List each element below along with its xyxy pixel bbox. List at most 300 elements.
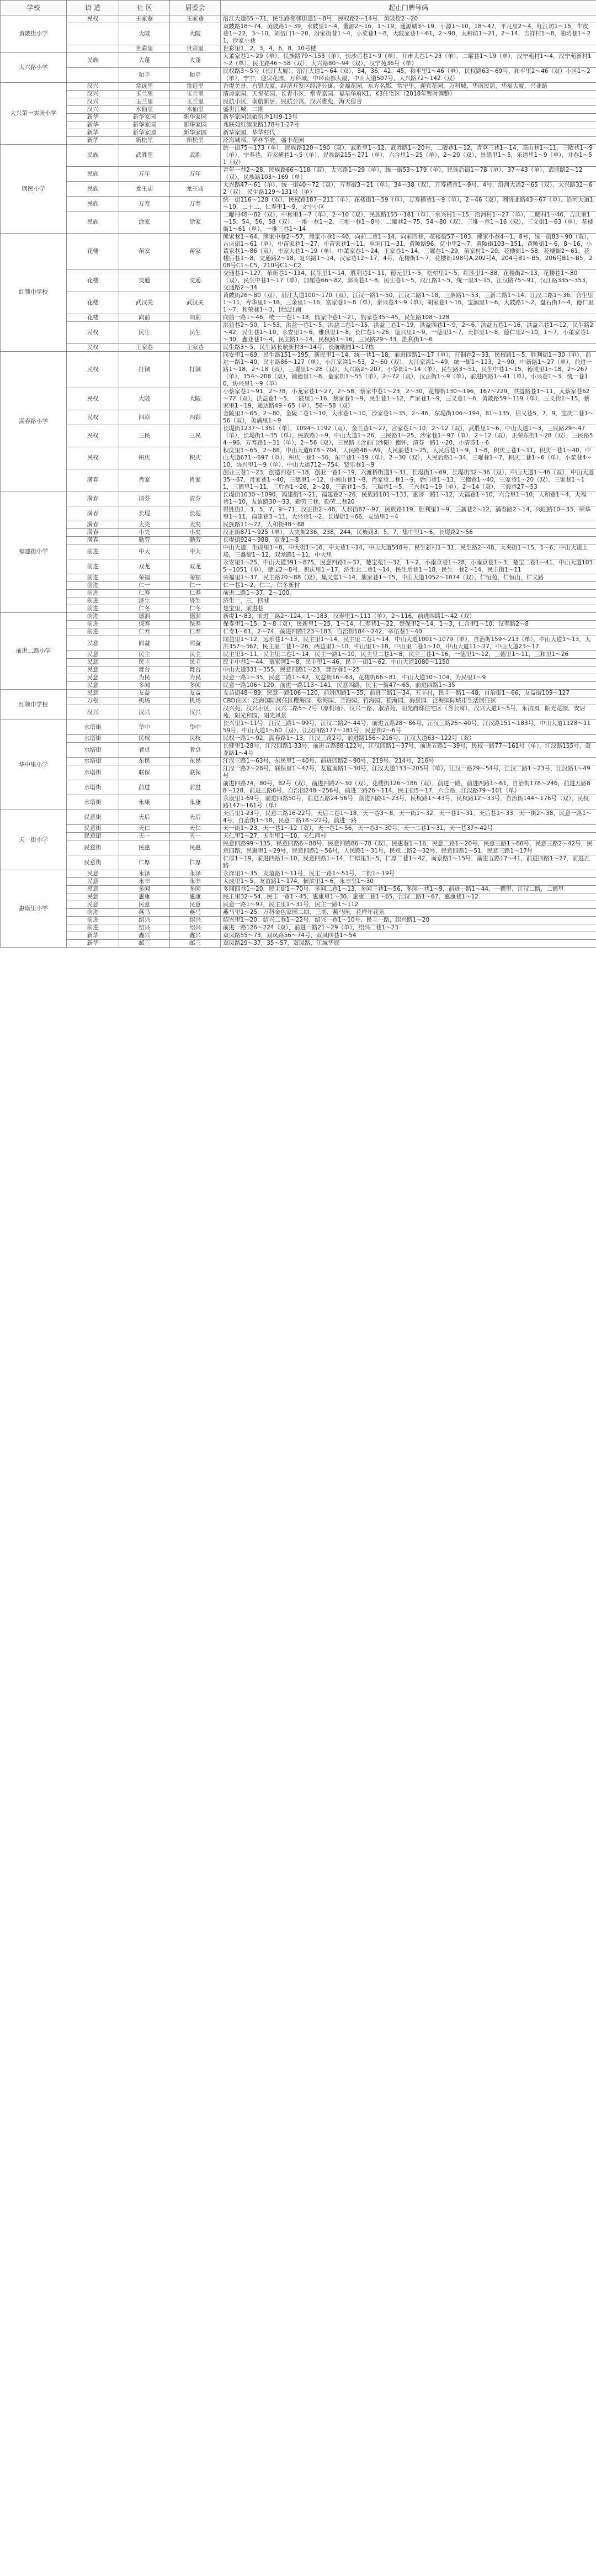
- community-cell: 打铜: [119, 352, 170, 388]
- committee-cell: 民主: [170, 659, 221, 667]
- table-row: [1, 425, 596, 447]
- school-name: 惠康里小学: [1, 870, 67, 948]
- committee-cell: 天后: [170, 810, 221, 825]
- address-range-cell: 楚宝里，前进巷: [221, 605, 596, 613]
- address-range-cell: 天后里1-23号，民意二路16-22号，天后二巷1～18，天一巷3～8，天一街1～32，天一巷1～31，天后巷1～33，天一街2～38，民意一路1～4号，自治街1～18，民意二路18～22号，前进一路: [221, 810, 596, 825]
- address-range-cell: 双凤路55～73，双凤路56～74号，双凤四巷1～54: [221, 932, 596, 940]
- address-range-cell: 汉兴苑，汉兴小区，汉兴二路5～7号（原机场），汉兴一路，淑清苑，阳光府邸住宅区（含公寓），汉兴大道1～5号，永清园，阳光花园，安居苑，阳光和园，阳光风景: [221, 705, 596, 720]
- committee-cell: 龙王庙: [170, 182, 221, 197]
- street-cell: 新华: [67, 129, 119, 137]
- address-range-cell: 小蔡家巷1～91，2～78，小龙家巷1～27，2～58，蔡家中巷1～23，2～30，花楼街130～196，167～229，洪益路巷1～11，大蔡家巷62～72（双），洪益巷1～5，二陂里1～16，蔡家巷1～9，民生巷1～12，严家巷1～9，三义巷1～6，黄陂路59～119（单），三义街1～15，蔡家里1～19，通达路49～65（单），56～58（双）: [221, 388, 596, 410]
- table-row: [1, 909, 596, 917]
- committee-cell: 长堤: [170, 506, 221, 521]
- table-row: [1, 743, 596, 758]
- school-name: 红领巾学校: [1, 690, 67, 720]
- address-range-cell: 济生一，三，四巷: [221, 597, 596, 605]
- street-cell: 前进: [67, 628, 119, 636]
- address-range-cell: 中山大道331～355，民意四路1～23，舞台巷1～25: [221, 667, 596, 674]
- committee-cell: 四彩: [170, 410, 221, 425]
- community-cell: 勤劳: [119, 537, 170, 544]
- address-range-cell: 江汉三路1～63号，东民里1～40号，前进四路2～90号，219号，214号，216号: [221, 758, 596, 765]
- address-range-cell: 民权一路1～92，满春路1～13，江汉三路2号，前进路156～216号，江汉大道63～122号（双）: [221, 735, 596, 743]
- address-range-cell: 民意一路106～120，前进一路113～141，民意四路，民主一街47～65，前进四路1～35: [221, 682, 596, 690]
- committee-cell: 仁寿: [170, 590, 221, 597]
- committee-cell: 大陂: [170, 23, 221, 45]
- address-range-cell: 统一街116～128（双），民权路187～211（单），花楼街1～59（单），万寿横巷1～9（单），2～46（双），利济北路43～67（单）、沿河大道1～10，二十二，仁寿里1～9，文宁小区: [221, 197, 596, 211]
- street-cell: 花楼: [67, 292, 119, 314]
- community-cell: 大陂: [119, 23, 170, 45]
- committee-cell: 肖家: [170, 469, 221, 491]
- address-range-cell: 长堤街1030～1090，福建街1～21，福建巷2～26，民族路101～133，惠济一路1～12，大福巷1～10，六合里1～10，人和巷1～4，大福一巷1～10，友谊路30～33，勤劳三巷，勤劳二巷20: [221, 491, 596, 506]
- committee-cell: 世彩里: [170, 45, 221, 53]
- community-cell: 天一: [119, 833, 170, 840]
- committee-cell: 同益: [170, 636, 221, 651]
- community-cell: 济生: [119, 597, 170, 605]
- street-cell: 民意: [67, 667, 119, 674]
- committee-cell: 联保: [170, 765, 221, 780]
- committee-cell: 水仙里: [170, 106, 221, 114]
- header-address-range: 起止门牌号码: [221, 1, 596, 15]
- community-cell: 同益: [119, 636, 170, 651]
- committee-cell: 勤劳: [170, 537, 221, 544]
- address-range-cell: 二曜村48～82（双），中和里1～7（单），2～10（双），民族路155～181（单），水兴村1～15，沿河村1～27（单），二曜村1～46，吉庆里1～15，54，56，58（双），一堆一巷1～2，三堆一巷1～8号，二曜巷2～75，54～80（双），三堆一巷1～16（双），三义街1～63（单），花楼街1～61（单），一堆三巷1～14: [221, 211, 596, 234]
- community-cell: 万寿: [119, 197, 170, 211]
- address-range-cell: 天一街1～23，天一巷1～12（双），天一巷1～56，天一巷3～30号，天一二巷1～31，天一巷37～42号: [221, 825, 596, 833]
- street-cell: 水塔街: [67, 720, 119, 735]
- committee-cell: 大蓬: [170, 53, 221, 68]
- table-row: [1, 574, 596, 582]
- community-cell: 世彩里: [119, 45, 170, 53]
- committee-cell: 永康: [170, 795, 221, 810]
- street-cell: 前进: [67, 605, 119, 613]
- community-cell: 联保: [119, 765, 170, 780]
- address-range-cell: 香堤美景，台银大厦，经济开发区经济公寓，金福花园，东方名都，常宁里，迎宾花园，万科城，华南民居，华福大厦，兴业路: [221, 83, 596, 91]
- community-cell: 德润: [119, 613, 170, 621]
- committee-cell: 者卓: [170, 743, 221, 758]
- street-cell: 前进: [67, 613, 119, 621]
- committee-cell: 惠康: [170, 893, 221, 901]
- street-cell: 前进: [67, 559, 119, 574]
- table-row: [1, 23, 596, 45]
- table-row: [1, 886, 596, 893]
- community-cell: 武汉关: [119, 292, 170, 314]
- address-range-cell: 大董家巷1～29（单）、民族路79～153（单），长沙后巷1～9（单），开市大巷1～23（单），二曜巷1～19（单），汉宁苑村1～4，汉宁苑新村1～2（单）、民主路46～58（双），大兴路80～94（双），汉宁苑36号（单）: [221, 53, 596, 68]
- street-cell: 汉兴: [67, 98, 119, 106]
- street-cell: 前进: [67, 590, 119, 597]
- street-cell: 民族: [67, 182, 119, 197]
- address-range-cell: 仁厚1～19，前进四路1～10，民意四路1～14，仁厚里1～5，仁厚二巷1～42，南京路1～15号，前进五路17～41，前进四路1～27，前进五路: [221, 855, 596, 870]
- committee-cell: 绍兴: [170, 924, 221, 932]
- community-cell: 交通: [119, 270, 170, 292]
- community-cell: 肖家: [119, 469, 170, 491]
- address-range-cell: 民生路3～5，民生路长航新村3～14号，长航瑞园1～17栋: [221, 344, 596, 352]
- address-range-cell: 长堤街924～988，双龙1～8: [221, 537, 596, 544]
- street-cell: 前进: [67, 574, 119, 582]
- committee-cell: 苗家: [170, 234, 221, 270]
- community-cell: 大蓬: [119, 53, 170, 68]
- community-cell: 民生: [119, 322, 170, 344]
- address-range-cell: 同安里1～69，民生路151～195，新民里1～14，统一巷1～18，前进四路1～17（单），打铜巷2～33，民权路1～5，胜利街1～30（单），前进一路1～40，民主路86～127（单），小江家湾1～53，2～60（双），大江家湾1～49，统一街1～113，2～90，中新路1～27（单），前进一路1～18，2～18（双），三曜里1～28（双），大兴路2～207，小华街1～14（单），民生路3～51，民生中巷1～15，德成里1～18，2～267（单），154～208（双），铺德里1～8，童家街1～55（单），2～72（双），汉正街1～9（单），前进四路1～41（单），小兴巷1～3，统一巷10，协兴里1～9（单）: [221, 352, 596, 388]
- community-cell: 者卓: [119, 743, 170, 758]
- street-cell: 民意街: [67, 810, 119, 825]
- community-cell: 玉兰里: [119, 98, 170, 106]
- table-row: [1, 682, 596, 690]
- committee-cell: 武汉关: [170, 292, 221, 314]
- street-cell: 花楼: [67, 270, 119, 292]
- street-cell: 新华: [67, 137, 119, 145]
- street-cell: 民权: [67, 425, 119, 447]
- table-row: [1, 234, 596, 270]
- community-cell: 常远里: [119, 83, 170, 91]
- table-row: [1, 491, 596, 506]
- committee-cell: 仁厚: [170, 855, 221, 870]
- table-row: [1, 705, 596, 720]
- address-range-cell: 得胜街1，3，5，7，9～71，汉正街2～48，人和街87～97，民族路119，胜利里1～9，三新巷2～12，满春路2～14，兴旺路10～33，荣华里1～11，福建巷3～11，大兴巷1～2，长堤街1～66，友谊里1～4: [221, 506, 596, 521]
- committee-cell: 中大: [170, 544, 221, 559]
- street-cell: 民意: [67, 893, 119, 901]
- committee-cell: 友益: [170, 690, 221, 697]
- street-cell: 民意: [67, 886, 119, 893]
- table-row: [1, 129, 596, 137]
- table-row: [1, 659, 596, 667]
- address-range-cell: 民航小区，南航新居，民航公寓，汉兴雅苑，海天宿舍: [221, 98, 596, 106]
- community-cell: 苗家: [119, 234, 170, 270]
- table-row: [1, 388, 596, 410]
- community-cell: 小夹: [119, 529, 170, 537]
- community-cell: 新华家园: [119, 129, 170, 137]
- table-row: [1, 469, 596, 491]
- street-cell: 民族: [67, 167, 119, 182]
- table-row: [1, 91, 596, 98]
- community-cell: 机场: [119, 697, 170, 705]
- committee-cell: 永丰: [170, 878, 221, 886]
- address-range-cell: 熊家巷1～64，熊家中巷2～57，熊家小巷1～40，向前二巷1～14，向前四巷，花楼街57～103，熊家小巷4～1、8号，统一街83～90（双），吉庆街1～61（单），中苗家巷1～27，中苗家巷1～11，单洞门1～31，黄陂路96，亿中里2～7，黄陂街103～151，黄陂街1～6，8～16，小董家巷1～86（双），丰家大巷1～19（单），中董家巷1～24，王家巷1～14，三曜巷1～29，苗家村1～20，花楼街1～58，花楼街2～61，花楼后巷1～8，交通路2～18，复兴路1～14，汉家巷12～17，4号，花楼街1～7，花楼街198号A,202号A，204号B1～B5，206号B1～B5，208号C1～C5，210号C1～C2: [221, 234, 596, 270]
- committee-cell: 常远里: [170, 83, 221, 91]
- table-row: [1, 697, 596, 705]
- community-cell: 东民: [119, 758, 170, 765]
- header-school: 学校: [1, 1, 67, 15]
- committee-cell: 新华家园: [170, 121, 221, 129]
- committee-cell: 多闻: [170, 886, 221, 893]
- table-row: [1, 15, 596, 23]
- street-cell: 民意: [67, 878, 119, 886]
- committee-cell: 武胜: [170, 145, 221, 167]
- street-cell: 民族: [67, 53, 119, 68]
- table-row: [1, 878, 596, 886]
- community-cell: 长堤: [119, 506, 170, 521]
- address-range-cell: 大兴路47～61（单），统一街40～72（双），万寿街3～21（单），34～38（双），万寿横巷1～9号，4号，沿河大道2～65（双），大兴路32～62（双），民生路129～131号（单）: [221, 182, 596, 197]
- table-row: [1, 758, 596, 765]
- community-cell: 绍兴: [119, 924, 170, 932]
- community-cell: 大陂: [119, 388, 170, 410]
- street-cell: 汉兴: [67, 83, 119, 91]
- address-range-cell: 长兴里1～11号，江汉三路1～99号，江汉二路2～44号，前进五路28～86号，江汉三路26～40号，江汉路151～183号，中山大道1128～1159号，中山大道1～60（双），江汉四路177～181号，民意街2～6号: [221, 720, 596, 735]
- address-range-cell: 双凤路29～37，35～57，双凤路，江城华庭: [221, 940, 596, 948]
- committee-cell: 绍兴: [170, 917, 221, 924]
- street-cell: 民意: [67, 659, 119, 667]
- school-name: 华中里小学: [1, 720, 67, 810]
- committee-cell: 永泽: [170, 870, 221, 878]
- street-cell: 新华: [67, 114, 119, 121]
- community-cell: 邮三: [119, 940, 170, 948]
- school-name: 前进二路小学: [1, 613, 67, 690]
- street-cell: 民权: [67, 344, 119, 352]
- community-cell: 武胜里: [119, 145, 170, 167]
- community-cell: 燕马: [119, 909, 170, 917]
- street-cell: 花楼: [67, 234, 119, 270]
- address-range-cell: 长健里1-28号，江汉四路1-33号，前进五路88-122号，江汉四路1～37号，前进五路1～39号，民权一路77～161号（单），江汉路155号，双龙路1～4号: [221, 743, 596, 758]
- address-range-cell: 江汉一路2～28号，联保里1～47号，友谊南路1～30号，江汉大道133～205号（单），江汉一路29～54号，江汉二路1～23号，江汉路1～49号: [221, 765, 596, 780]
- street-cell: 满春: [67, 506, 119, 521]
- community-cell: 仁一: [119, 582, 170, 590]
- committee-cell: 三民: [170, 425, 221, 447]
- committee-cell: 和平: [170, 68, 221, 83]
- address-range-cell: 金陵里1～65，2～80，金陵二巷1～10，大水巷1～10，沙家巷1～35，2～46，东堤街106～194，81～135，信义巷5，7，9，宝庆二巷1～56（双），美满里1～9: [221, 410, 596, 425]
- table-row: [1, 636, 596, 651]
- street-cell: 民意: [67, 674, 119, 682]
- committee-cell: 大夹: [170, 521, 221, 529]
- community-cell: 永丰: [119, 878, 170, 886]
- committee-cell: 天一: [170, 833, 221, 840]
- table-row: [1, 690, 596, 697]
- table-row: [1, 597, 596, 605]
- table-row: [1, 667, 596, 674]
- header-street: 街 道: [67, 1, 119, 15]
- address-range-cell: 新堤1～83，前进三路2～124，1～183，汉寿里1～111（单），2～116，前进四路1～42（双）: [221, 613, 596, 621]
- street-cell: 新华: [67, 121, 119, 129]
- address-range-cell: 民主里1～11，民主里二巷1～14，民主一路1～10，民主里二巷1～8，民主三巷1～16，一德里1～12，三德里1～11，三和里1～26: [221, 651, 596, 659]
- address-range-cell: 仁一巷1～2，仁二，仁冬新村: [221, 582, 596, 590]
- committee-cell: 舞台: [170, 667, 221, 674]
- community-cell: 民惠: [119, 840, 170, 855]
- street-cell: 民意街: [67, 833, 119, 840]
- committee-cell: 机场: [170, 697, 221, 705]
- address-range-cell: 双陂路18～74，黄陂路1～39，水陂里1～4，叢源2～16，1～19，通源城3～19，小源1～10，18～47，平凡里2～4，红江坊1～15，牛皮巷1～22，3～10，刘伍门1～20，汾家街巷1～4，小菜巷1～8，大陂家巷1～61，2～90，太和坊1～21，2～14，吉祥村1～8，油坊巷1～21，沙家小巷: [221, 23, 596, 45]
- table-row: [1, 590, 596, 597]
- street-cell: 民权: [67, 15, 119, 23]
- committee-cell: 新华家园: [170, 129, 221, 137]
- school-district-table-sheet: [0, 0, 596, 948]
- street-cell: 民权: [67, 410, 119, 425]
- street-cell: 民族: [67, 145, 119, 167]
- address-range-cell: 世彩里1，2，3，4，6，8，10号楼: [221, 45, 596, 53]
- table-row: [1, 83, 596, 91]
- table-row: [1, 137, 596, 145]
- street-cell: 民权: [67, 352, 119, 388]
- table-row: [1, 211, 596, 234]
- address-range-cell: CBD住区：泛海国际居住区樱海园、松海园、兰海园、竹海园、松海园、海景园、泛海国际城市生活居住区: [221, 697, 596, 705]
- address-range-cell: 燕马里1～25，万科金色家园二期，三期，燕马园，花样年花乐: [221, 909, 596, 917]
- street-cell: 满春: [67, 537, 119, 544]
- address-range-cell: 向前一路1～46，统一一巷1～18，熊家中巷1～21，熊家巷35～45，民生路108～128: [221, 314, 596, 322]
- table-row: [1, 292, 596, 314]
- address-range-cell: 前进四路74，80号，82号（双），前进四路2～30（双），花楼街126～186（双），前进一路，前进四路1～61，自治街178～246，前进五路88～128，前进三路6号，自治街248～256号，前进二路26～114，民主街5～17，六合路，江汉路79～101（单）: [221, 780, 596, 795]
- school-name: 满春路小学: [1, 352, 67, 491]
- table-row: [1, 940, 596, 948]
- street-cell: 民意街: [67, 840, 119, 855]
- community-cell: 新华家园: [119, 114, 170, 121]
- school-name: 天一街小学: [1, 810, 67, 870]
- street-cell: 前进: [67, 621, 119, 628]
- street-cell: 民意街: [67, 825, 119, 833]
- address-range-cell: 仁寿1～61，2～74，前进四路123～183，自治街184～242，辛伍巷1～40: [221, 628, 596, 636]
- table-row: [1, 121, 596, 129]
- community-cell: 鑫兴: [119, 932, 170, 940]
- community-cell: 汉兴: [119, 705, 170, 720]
- committee-cell: 东民: [170, 758, 221, 765]
- street-cell: 前进: [67, 917, 119, 924]
- table-row: [1, 182, 596, 197]
- address-range-cell: 友益街48～89，民意一路106～120，前进四路1～35，前进三路1～34，五丰村，民主一路1～48，自治街1～66，友益街109～127: [221, 690, 596, 697]
- street-cell: 新华: [67, 932, 119, 940]
- committee-cell: 济生: [170, 597, 221, 605]
- street-cell: 民权: [67, 322, 119, 344]
- committee-cell: 民权: [170, 735, 221, 743]
- address-range-cell: 民主中巷1～44，童家湾1～8，民主里1～46，民主一街1～62，中山大道1080～1150: [221, 659, 596, 667]
- table-row: [1, 410, 596, 425]
- street-cell: 汉兴: [67, 91, 119, 98]
- community-cell: 新华家园: [119, 121, 170, 129]
- header-row: [1, 1, 596, 15]
- street-cell: 水塔街: [67, 735, 119, 743]
- community-cell: 王家巷: [119, 15, 170, 23]
- table-row: [1, 795, 596, 810]
- street-cell: 民权: [67, 447, 119, 469]
- table-row: [1, 613, 596, 621]
- table-row: [1, 621, 596, 628]
- committee-cell: 民意: [170, 901, 221, 909]
- table-row: [1, 447, 596, 469]
- table-row: [1, 197, 596, 211]
- committee-cell: 涂家: [170, 211, 221, 234]
- address-range-cell: 洪益巷2～50，1～53，洪益一巷1～5，洪益二巷1～15，洪益三巷1～19，洪益四巷1～9，2～6，洪益五巷1～16，洪益六巷1～12，民生路2～42，民生巷1～10，永安里1～6，雅泉里1～8，长仁巷1～26，德兴里1～9，一德里1～7，天都里1～8，德仁里2～10，1～7，小董家巷1～30，鑫业巷1～4，民主路1～14，民权路1～16，三民路29～33，胜利街1～6: [221, 322, 596, 344]
- address-range-cell: 盛世江城，二期: [221, 106, 596, 114]
- address-range-cell: 统一街75～173（单），民族路120～190（双），武胜里1～12，武胜路1～20号，二曜巷1～12，青草三巷1～14，高山巷1～11，三曜巷1～9（单），宁寿巷，乔家横巷1～5（单），民族路215～271（单），六合里1～25（单），2～20（双），景德里1～5，乐道里1～9（单），井巷1～51（双）: [221, 145, 596, 167]
- address-range-cell: 荣福里1～37，民主路70～88（双），集义堂1～14，熊家巷1～15，中山大道1052～1074（双），仁恒苑，仁恒山，仁义路: [221, 574, 596, 582]
- table-row: [1, 352, 596, 388]
- street-cell: 水塔街: [67, 758, 119, 765]
- address-range-cell: 民意一路1～35，民意二路1～42，友益街16～63，花楼街66～81，中山大道30～104，为民里1～9: [221, 674, 596, 682]
- community-cell: 新松里: [119, 137, 170, 145]
- table-row: [1, 98, 596, 106]
- community-cell: 仁厚: [119, 855, 170, 870]
- table-row: [1, 544, 596, 559]
- committee-cell: 清芬: [170, 491, 221, 506]
- community-cell: 华中: [119, 720, 170, 735]
- table-body: [1, 15, 596, 948]
- street-cell: 满春: [67, 469, 119, 491]
- community-cell: 民主: [119, 651, 170, 659]
- address-range-cell: 前进一路126～224（双），前进一路21～29（单），绍兴二巷1～23: [221, 924, 596, 932]
- street-cell: 水塔街: [67, 795, 119, 810]
- address-range-cell: 民权路3～5号（长江大厦），沿江大道1～64（双），34，36，42，45，和平里1～46（单），民权路63～69号、和平里2～46（双）小区1～2（单），宁宇，迎宾花园，万科城，中环南部大厦，中山大道507号，大兴路72～142（双）: [221, 68, 596, 83]
- street-cell: 满春: [67, 491, 119, 506]
- header-committee: 居委会: [170, 1, 221, 15]
- street-cell: 民意: [67, 690, 119, 697]
- address-range-cell: 永安里1～25，中山大道391～875，民意四路1～37，楚宝苑1～32，1～2，小南京巷1～28，小南京巷1～3，楚宝二巷1～41，中山大道1035～1051（单），楚宝2～8号，积庆里1～17，济生北二巷1～14，民生后巷1～18，民生一巷2～14，民主街1～11: [221, 559, 596, 574]
- committee-cell: 为民: [170, 674, 221, 682]
- community-cell: 龙王庙: [119, 182, 170, 197]
- committee-cell: 仁一: [170, 582, 221, 590]
- community-cell: 永康: [119, 795, 170, 810]
- community-cell: 大夹: [119, 521, 170, 529]
- address-range-cell: 新华家园姑娘宿舍1号9-13号: [221, 114, 596, 121]
- table-row: [1, 314, 596, 322]
- community-cell: 水仙里: [119, 106, 170, 114]
- street-cell: 前进: [67, 582, 119, 590]
- street-cell: 汉兴: [67, 705, 119, 720]
- table-row: [1, 780, 596, 795]
- address-range-cell: 同益里1～12，远乐巷1～13，民主里1～14，民主里二巷1～14，中山大道1001～1079（单），自治街159～213（单），中山大道1～13，大洪357～367，民主里二巷1～26，两益里1～10，中山里1～18，中山里二巷1～10，中山大道11～27，中山大道23～17: [221, 636, 596, 651]
- table-row: [1, 932, 596, 940]
- address-range-cell: 民意一路1～97，民主里1～31号，民主一路1～112: [221, 901, 596, 909]
- table-row: [1, 506, 596, 521]
- address-range-cell: 民族路11～27，人和街48～88: [221, 521, 596, 529]
- street-cell: 民意街: [67, 855, 119, 870]
- committee-cell: 交通: [170, 270, 221, 292]
- community-cell: 友益: [119, 690, 170, 697]
- community-cell: 多闻: [119, 886, 170, 893]
- community-cell: 仁寿: [119, 628, 170, 636]
- address-range-cell: 前进二路1～37，2～100。: [221, 590, 596, 597]
- street-cell: 民意: [67, 636, 119, 651]
- table-row: [1, 145, 596, 167]
- table-row: [1, 810, 596, 825]
- committee-cell: 民惠: [170, 840, 221, 855]
- table-row: [1, 840, 596, 855]
- street-cell: 民权: [67, 388, 119, 410]
- school-name: 黄陂街小学: [1, 15, 67, 53]
- committee-cell: 汉兴: [170, 705, 221, 720]
- committee-cell: 积庆: [170, 447, 221, 469]
- street-cell: [67, 68, 119, 83]
- table-row: [1, 901, 596, 909]
- community-cell: 永泽: [119, 870, 170, 878]
- street-cell: 万松: [67, 697, 119, 705]
- community-cell: 民意: [119, 901, 170, 909]
- committee-cell: 天仁: [170, 825, 221, 833]
- table-row: [1, 628, 596, 636]
- committee-cell: 大陂: [170, 388, 221, 410]
- table-row: [1, 735, 596, 743]
- community-cell: 清芬: [119, 491, 170, 506]
- community-cell: 为民: [119, 674, 170, 682]
- address-range-cell: 长堤街1237～1361（单），1094～1192（双），金兰巷1～27，宫家巷1～10，2～12（双），武胜里1～6，中山大道1～3，三民路29～47（单），长堤街1～35（单），民族路1～9，中山大道1～26，三民路1～25，沙家巷1～97（单），2～12（双），正荣东街1～28（双），三民路54～96，万寿路1～31（单），2～56（双），三民路（含前门沙阳）德怀，清芬一路1～20，小清芬1～6: [221, 425, 596, 447]
- street-cell: 水塔街: [67, 780, 119, 795]
- address-range-cell: 积庆里1～65，2～88，中山大道678～704，人民路48～A9，人民前巷1～25，人民后巷1～9，1～8，积庆三巷1～11，积庆一巷1～40，中山大道671～697（单），积庆一巷1～56，东平巷1～19（单），2～30（双），人民后路1～34，三曜巷1～7，积庆二巷1～6（单），小菜巷4～10，协兴里1～9（单），中山大道712～754，贤乐巷1～9: [221, 447, 596, 469]
- street-cell: 民意: [67, 870, 119, 878]
- table-row: [1, 825, 596, 833]
- address-range-cell: 民意四路99～135，民意四路6～88号，民意四路86～78（双），民惠巷1～16，民意二路1～20号，民意三路1～66号，民意三路2～42号，民意四路，民惠里1～29号，民意四路1～56号，人民路1～31号，民意二路2～32号，民意四路1～51，民意三路1～17号: [221, 840, 596, 855]
- table-row: [1, 893, 596, 901]
- street-cell: 汉兴: [67, 106, 119, 114]
- community-cell: 舞台: [119, 667, 170, 674]
- address-range-cell: 交通巷1～127，革新巷1～114，民生里1～14，胜利巷1～11，德元里1～5，松柏里1～5，红胜里1～88，花楼街2～13，花楼巷1～80（双），民生中巷1～17（单），加厘巷66～82，郭商巷1～8，民生巷1～5，汉江路1～5，统一里3～15，江汉路75～91，汉江路335～353，交通路2～34: [221, 270, 596, 292]
- street-cell: 前进: [67, 544, 119, 559]
- committee-cell: 新华家园: [170, 114, 221, 121]
- street-cell: 新华: [67, 940, 119, 948]
- table-row: [1, 833, 596, 840]
- table-row: [1, 765, 596, 780]
- street-cell: [67, 45, 119, 53]
- committee-cell: 小夹: [170, 529, 221, 537]
- table-row: [1, 674, 596, 682]
- committee-cell: 万年: [170, 167, 221, 182]
- community-cell: 前进: [119, 780, 170, 795]
- street-cell: 民族: [67, 211, 119, 234]
- street-cell: 满春: [67, 521, 119, 529]
- table-row: [1, 270, 596, 292]
